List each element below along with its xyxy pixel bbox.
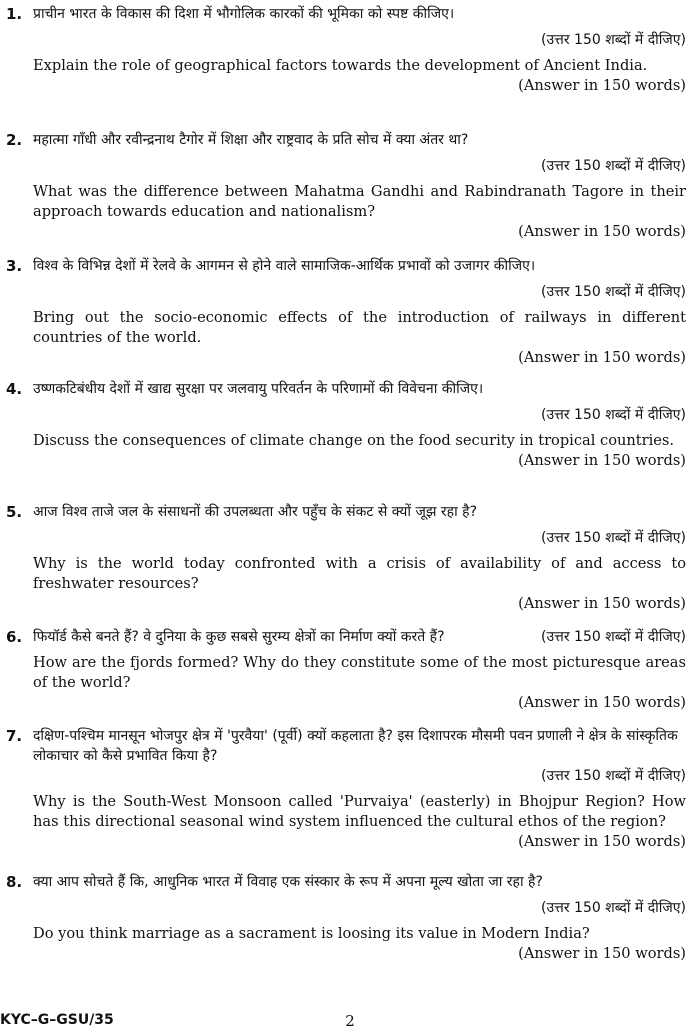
paper-code: KYC–G–GSU/35 (0, 1012, 114, 1028)
question-number: 5. (6, 503, 23, 521)
question-4 (6, 379, 686, 471)
question-number: 7. (6, 727, 23, 745)
question-text-hindi (33, 627, 686, 647)
word-limit-hindi: (उत्तर 150 शब्दों में दीजिए) (541, 900, 686, 916)
word-limit-english: (Answer in 150 words) (518, 223, 686, 240)
page-number: 2 (345, 1012, 355, 1030)
word-limit-english: (Answer in 150 words) (518, 945, 686, 962)
question-text-english: Why is the South-West Monsoon called 'Purvaiya' (easterly) in Bhojpur Region? How has this directional seasonal wind system influenced the cultural ethos of the region? (33, 793, 686, 830)
word-limit-hindi: (उत्तर 150 शब्दों में दीजिए) (541, 158, 686, 174)
question-text-english: Explain the role of geographical factors towards the development of Ancient India. (33, 57, 648, 74)
question-text-english: Do you think marriage as a sacrament is loosing its value in Modern India? (33, 925, 590, 942)
question-8 (6, 872, 686, 964)
question-text-hindi-body: फियॉर्ड कैसे बनते हैं? वे दुनिया के कुछ सबसे सुरम्य क्षेत्रों का निर्माण क्यों करते हैं? (33, 629, 445, 645)
question-number: 1. (6, 5, 23, 23)
word-limit-hindi: (उत्तर 150 शब्दों में दीजिए) (541, 32, 686, 48)
question-text-english: Why is the world today confronted with a crisis of availability of and access to freshwater resources? (33, 555, 686, 592)
word-limit-hindi: (उत्तर 150 शब्दों में दीजिए) (541, 768, 686, 784)
question-text-hindi: दक्षिण-पश्चिम मानसून भोजपुर क्षेत्र में 'पुरवैया' (पूर्वी) क्यों कहलाता है? इस दिशापरक मौसमी पवन प्रणाली ने क्षेत्र के सांस्कृतिक लोकाचार को कैसे प्रभावित किया है? (33, 728, 678, 764)
question-6 (6, 627, 686, 713)
word-limit-english: (Answer in 150 words) (518, 452, 686, 469)
question-text-english: Bring out the socio-economic effects of the introduction of railways in different countries of the world. (33, 309, 686, 346)
question-number: 4. (6, 380, 23, 398)
question-1 (6, 4, 686, 96)
question-text-hindi: आज विश्व ताजे जल के संसाधनों की उपलब्धता और पहुँच के संकट से क्यों जूझ रहा है? (33, 504, 478, 520)
word-limit-english: (Answer in 150 words) (518, 595, 686, 612)
question-text-english: What was the difference between Mahatma Gandhi and Rabindranath Tagore in their approach towards education and nationalism? (33, 183, 686, 220)
question-2 (6, 130, 686, 242)
word-limit-english: (Answer in 150 words) (518, 77, 686, 94)
question-3 (6, 256, 686, 368)
question-text-english: Discuss the consequences of climate change on the food security in tropical countries. (33, 432, 675, 449)
question-text-english: How are the fjords formed? Why do they constitute some of the most picturesque areas of the world? (33, 654, 686, 691)
word-limit-hindi: (उत्तर 150 शब्दों में दीजिए) (541, 530, 686, 546)
question-number: 8. (6, 873, 23, 891)
question-text-hindi: महात्मा गाँधी और रवीन्द्रनाथ टैगोर में शिक्षा और राष्ट्रवाद के प्रति सोच में क्या अंतर था? (33, 132, 469, 148)
question-5 (6, 502, 686, 614)
word-limit-hindi: (उत्तर 150 शब्दों में दीजिए) (541, 284, 686, 300)
question-number: 3. (6, 257, 23, 275)
question-text-hindi: प्राचीन भारत के विकास की दिशा में भौगोलिक कारकों की भूमिका को स्पष्ट कीजिए। (33, 6, 455, 22)
question-number: 6. (6, 628, 23, 646)
question-text-hindi: विश्व के विभिन्न देशों में रेलवे के आगमन से होने वाले सामाजिक-आर्थिक प्रभावों को उजागर कीजिए। (33, 258, 536, 274)
question-text-hindi: क्या आप सोचते हैं कि, आधुनिक भारत में विवाह एक संस्कार के रूप में अपना मूल्य खोता जा रहा है? (33, 874, 543, 890)
word-limit-english: (Answer in 150 words) (518, 694, 686, 711)
question-7 (6, 726, 686, 852)
word-limit-english: (Answer in 150 words) (518, 349, 686, 366)
word-limit-hindi: (उत्तर 150 शब्दों में दीजिए) (541, 407, 686, 423)
word-limit-english: (Answer in 150 words) (518, 833, 686, 850)
question-number: 2. (6, 131, 23, 149)
question-text-hindi: उष्णकटिबंधीय देशों में खाद्य सुरक्षा पर जलवायु परिवर्तन के परिणामों की विवेचना कीजिए। (33, 381, 484, 397)
word-limit-hindi: (उत्तर 150 शब्दों में दीजिए) (541, 629, 686, 645)
